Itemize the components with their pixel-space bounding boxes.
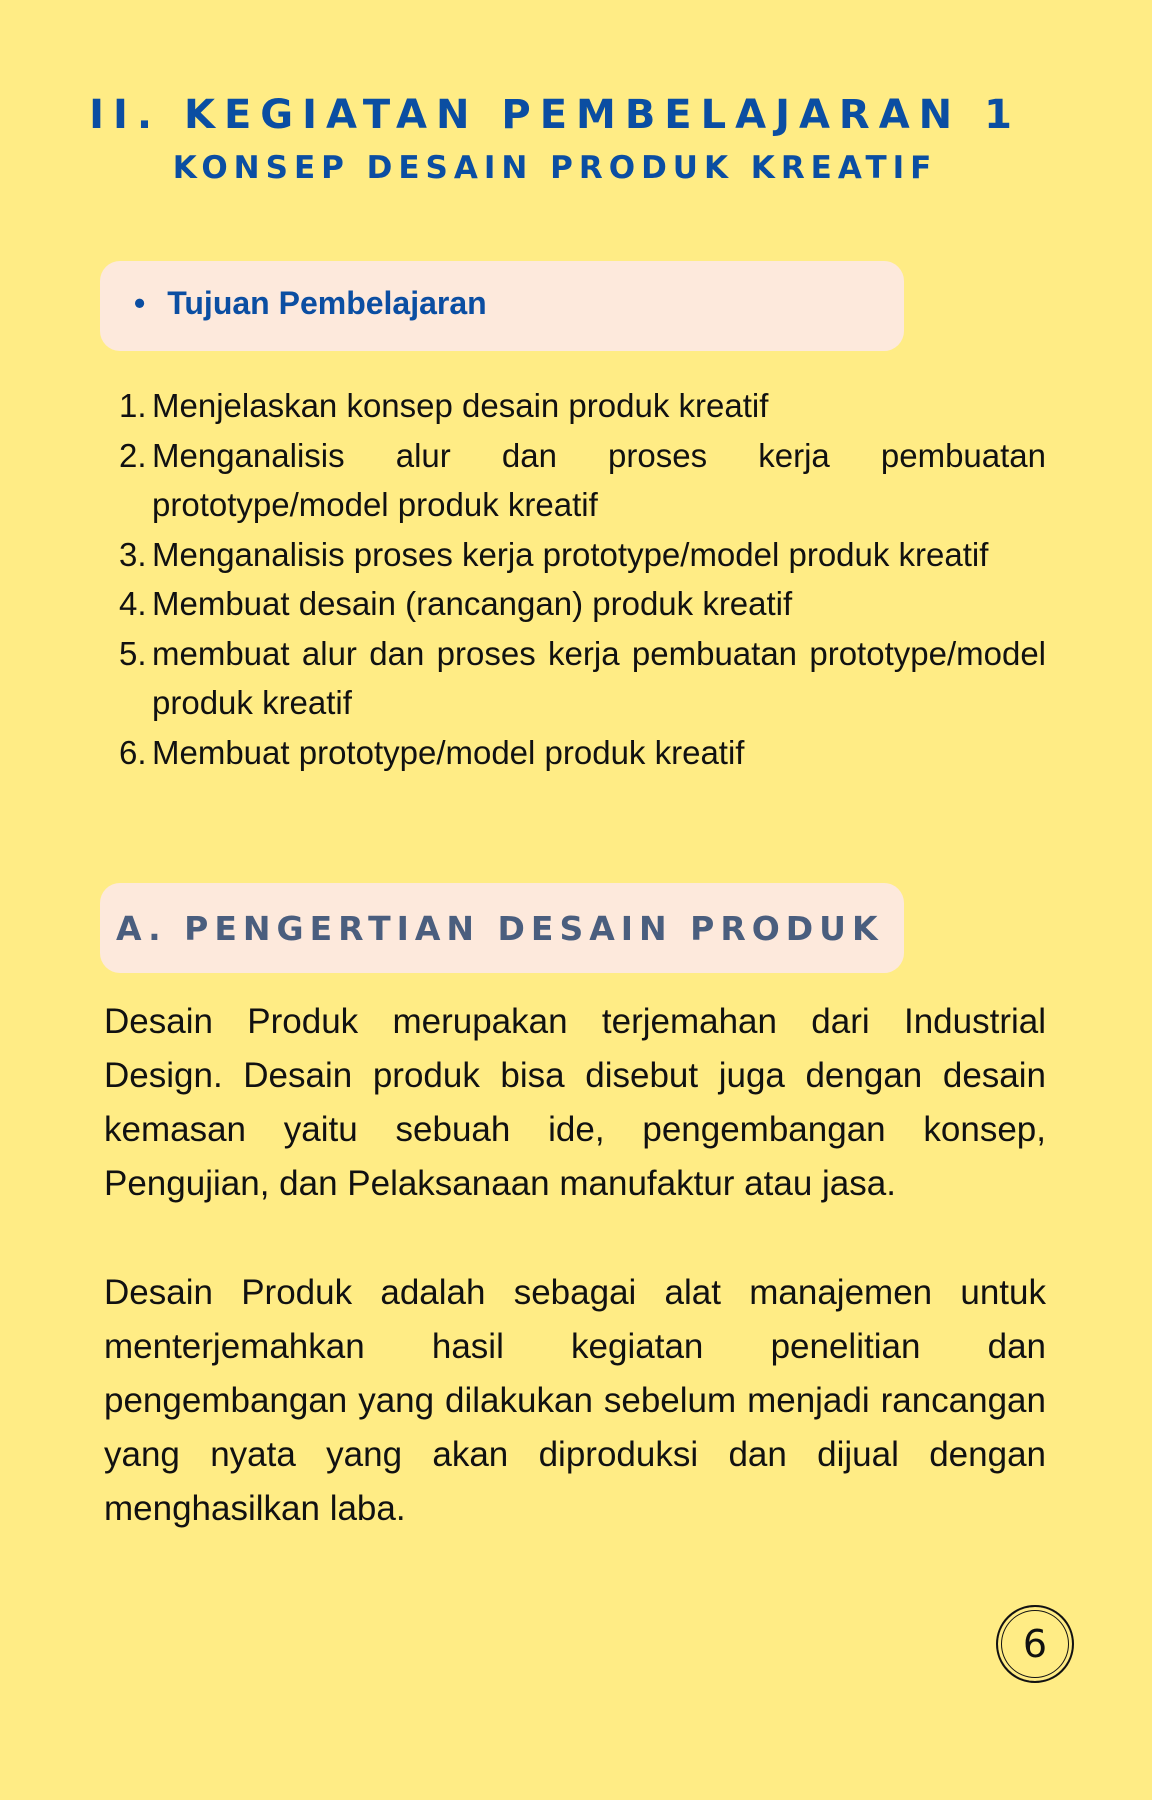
page-number: 6: [996, 1605, 1074, 1683]
objectives-heading-text: Tujuan Pembelajaran: [167, 285, 487, 321]
list-text: Membuat prototype/model produk kreatif: [152, 733, 745, 771]
paragraph: Desain Produk merupakan terjemahan dari Industrial Design. Desain produk bisa disebut juga dengan desain kemasan yaitu sebuah ide, pengembangan konsep, Pengujian, dan Pelaksanaan manufaktur atau jasa.: [104, 1002, 1046, 1203]
list-item: [119, 530, 1046, 580]
list-item: [119, 728, 1046, 778]
list-number: 1.: [119, 387, 147, 424]
objectives-heading-box: [100, 261, 904, 351]
list-text: Menjelaskan konsep desain produk kreatif: [152, 387, 769, 424]
list-number: 4.: [119, 585, 147, 622]
chapter-title: II. KEGIATAN PEMBELAJARAN 1: [89, 92, 1021, 138]
list-number: 6.: [119, 733, 147, 771]
list-text: membuat alur dan proses kerja pembuatan prototype/model produk kreatif: [152, 634, 1046, 721]
paragraph: Desain Produk adalah sebagai alat manajemen untuk menterjemahkan hasil kegiatan penelitian dan pengembangan yang dilakukan sebelum menjadi rancangan yang nyata yang akan diproduksi dan dijual dengan menghasilkan laba.: [104, 1273, 1046, 1528]
section-heading-box: [100, 883, 904, 973]
list-item: [119, 579, 1046, 629]
section-heading: A. PENGERTIAN DESAIN PRODUK: [116, 909, 884, 948]
list-number: 2.: [119, 436, 147, 474]
objectives-list: [119, 381, 1046, 777]
list-item: [119, 629, 1046, 728]
list-number: 5.: [119, 634, 147, 672]
list-text: Membuat desain (rancangan) produk kreatif: [152, 585, 793, 622]
list-item: [119, 431, 1046, 530]
list-number: 3.: [119, 535, 147, 573]
list-item: [119, 381, 1046, 431]
objectives-heading: [134, 285, 487, 322]
list-text: Menganalisis alur dan proses kerja pembuatan prototype/model produk kreatif: [152, 436, 1046, 523]
chapter-subtitle: KONSEP DESAIN PRODUK KREATIF: [172, 150, 938, 186]
list-text: Menganalisis proses kerja prototype/model produk kreatif: [152, 535, 989, 573]
bullet-icon: •: [134, 285, 146, 321]
